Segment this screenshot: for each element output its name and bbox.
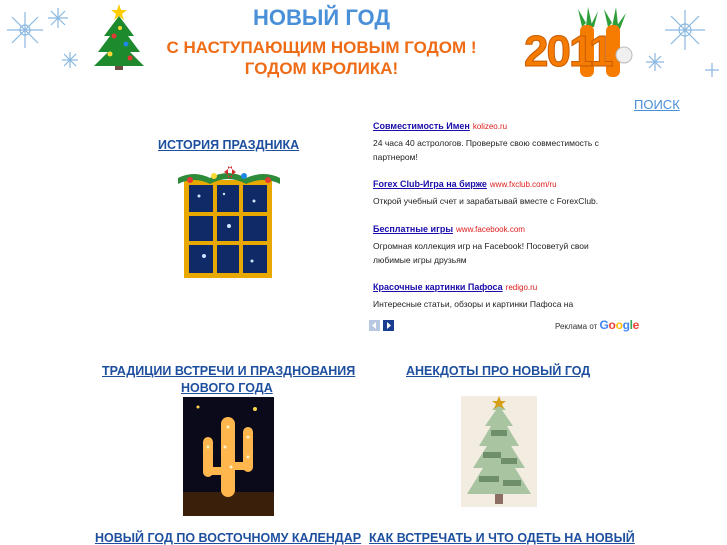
ads-attribution[interactable] bbox=[555, 318, 639, 332]
ad-item bbox=[373, 277, 623, 311]
greeting-line-1: С НАСТУПАЮЩИМ НОВЫМ ГОДОМ ! bbox=[166, 38, 477, 57]
ad-item bbox=[373, 116, 623, 164]
traditions-link-line2[interactable]: НОВОГО ГОДА bbox=[181, 381, 273, 395]
ad-prev-arrow-icon[interactable] bbox=[369, 320, 380, 331]
google-logo: Google bbox=[599, 318, 640, 332]
ad-description: Интересные статьи, обзоры и картинки Пафоса на bbox=[373, 299, 574, 309]
cactus-lights-image[interactable] bbox=[183, 397, 274, 516]
traditions-link-line1[interactable]: ТРАДИЦИИ ВСТРЕЧИ И ПРАЗДНОВАНИЯ bbox=[102, 364, 356, 378]
ad-item bbox=[373, 174, 623, 208]
ad-title-link[interactable]: Красочные картинки Пафоса bbox=[373, 282, 503, 292]
search-link[interactable]: ПОИСК bbox=[634, 97, 680, 112]
ad-item bbox=[373, 219, 623, 267]
year-2011-logo bbox=[522, 5, 634, 81]
year-badge-text: 2011 bbox=[524, 27, 612, 76]
ad-url: kolizeo.ru bbox=[472, 122, 508, 131]
ad-url: redigo.ru bbox=[505, 283, 538, 292]
ads-attribution-label: Реклама от bbox=[555, 322, 598, 331]
ad-description: Открой учебный счет и зарабатывай вместе с ForexClub. bbox=[373, 196, 599, 206]
ad-url: www.facebook.com bbox=[456, 225, 525, 234]
ad-title-link[interactable]: Forex Club-Игра на бирже bbox=[373, 179, 487, 189]
ad-description: Огромная коллекция игр на Facebook! Посоветуй свои любимые игры друзьям bbox=[373, 241, 589, 265]
ad-description: 24 часа 40 астрологов. Проверьте свою совместимость с партнером! bbox=[373, 138, 599, 162]
history-link[interactable]: ИСТОРИЯ ПРАЗДНИКА bbox=[158, 138, 300, 152]
page-title: НОВЫЙ ГОД bbox=[252, 5, 391, 30]
ad-title-link[interactable]: Бесплатные игры bbox=[373, 224, 454, 234]
snowflake-decoration-right bbox=[640, 0, 727, 85]
how-to-meet-link[interactable]: КАК ВСТРЕЧАТЬ И ЧТО ОДЕТЬ НА НОВЫЙ bbox=[369, 531, 635, 545]
eastern-calendar-link[interactable]: НОВЫЙ ГОД ПО ВОСТОЧНОМУ КАЛЕНДАР bbox=[95, 531, 362, 545]
jokes-link[interactable]: АНЕКДОТЫ ПРО НОВЫЙ ГОД bbox=[406, 364, 591, 378]
decorated-window-image[interactable] bbox=[174, 166, 284, 281]
ad-title-link[interactable]: Совместимость Имен bbox=[373, 121, 470, 131]
ad-next-arrow-icon[interactable] bbox=[383, 320, 394, 331]
money-tree-image[interactable] bbox=[461, 396, 537, 507]
greeting-line-2: ГОДОМ КРОЛИКА! bbox=[244, 59, 399, 78]
ad-url: www.fxclub.com/ru bbox=[489, 180, 557, 189]
